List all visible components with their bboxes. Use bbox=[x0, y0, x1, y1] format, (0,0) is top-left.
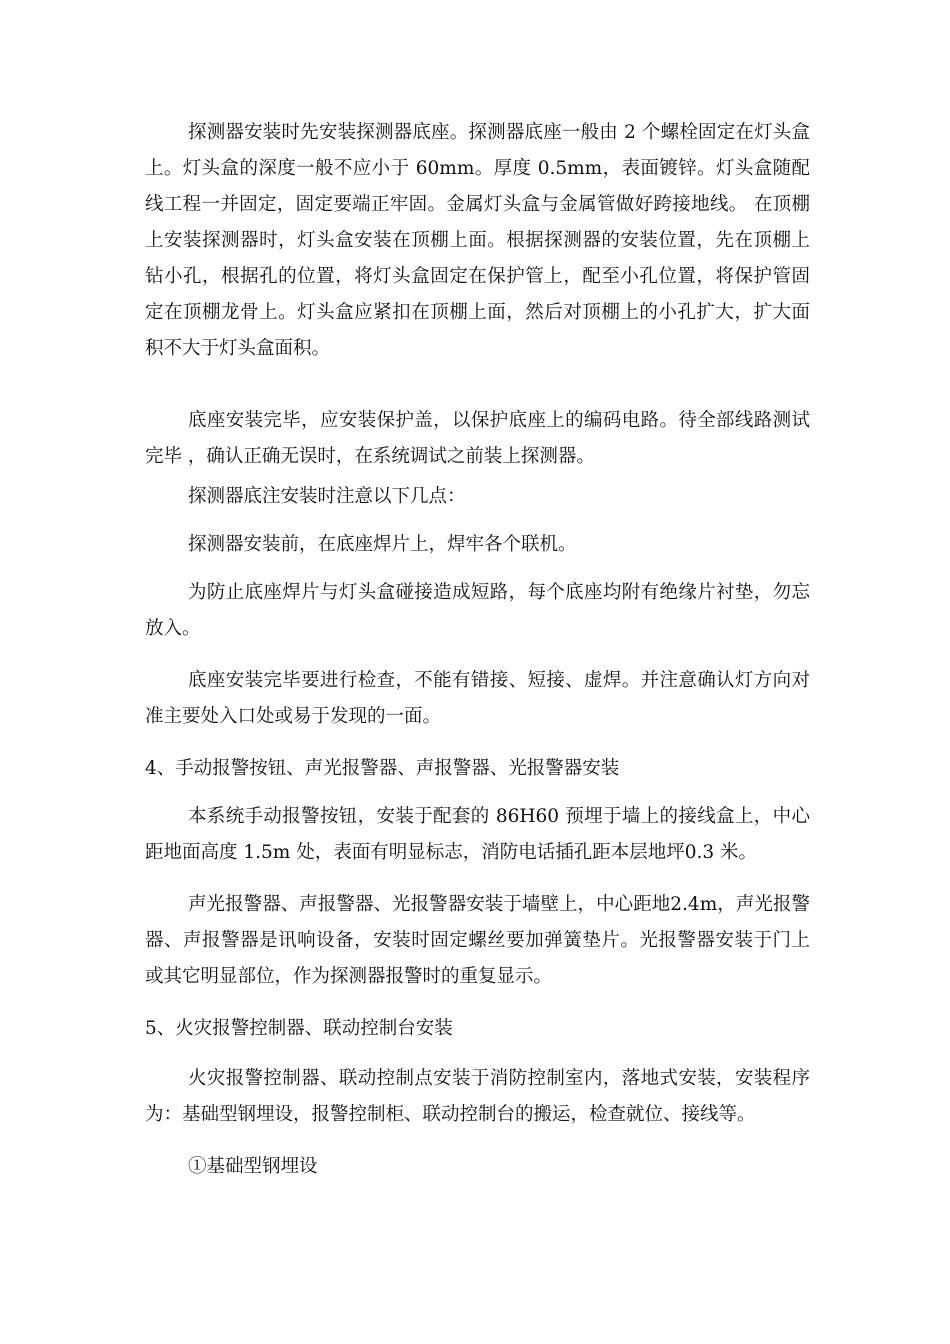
paragraph-soldering: 探测器安装前，在底座焊片上，焊牢各个联机。 bbox=[188, 534, 577, 555]
section-heading-4: 4、手动报警按钮、声光报警器、声报警器、光报警器安装 bbox=[145, 758, 620, 779]
paragraph-control-installation: 火灾报警控制器、联动控制点安装于消防控制室内，落地式安装，安装程序为：基础型钢埋设，报警控制柜、联动控制台的搬运，检查就位、接线等。 bbox=[145, 1068, 810, 1125]
paragraph-protective-cover: 底座安装完毕，应安装保护盖，以保护底座上的编码电路。待全部线路测试完毕 ，确认正确无误时，在系统调试之前装上探测器。 bbox=[145, 410, 810, 467]
paragraph-manual-alarm-button: 本系统手动报警按钮，安装于配套的 86H60 预埋于墙上的接线盒上，中心距地面高度 1.5m 处，表面有明显标志，消防电话插孔距本层地坪0.3 米。 bbox=[145, 806, 810, 863]
paragraph-notes-intro: 探测器底注安装时注意以下几点： bbox=[188, 486, 466, 507]
paragraph-inspection: 底座安装完毕要进行检查，不能有错接、短接、虚焊。并注意确认灯方向对准主要处入口处或易于发现的一面。 bbox=[145, 670, 810, 727]
paragraph-detector-base-installation: 探测器安装时先安装探测器底座。探测器底座一般由 2 个螺栓固定在灯头盒上。灯头盒的深度一般不应小于 60mm。厚度 0.5mm，表面镀锌。灯头盒随配线工程一并固定，固定要端正牢固。金属灯头盒与金属管做好跨接地线。 在顶棚上安装探测器时，灯头盒安装在顶棚上面。根据探测器的安装位置，先在顶棚上钻小孔，根据孔的位置，将灯头盒固定在保护管上，配至小孔位置，将保护管固定在顶棚龙骨上。灯头盒应紧扣在顶棚上面，然后对顶棚上的小孔扩大，扩大面积不大于灯头盒面积。 bbox=[145, 122, 810, 359]
paragraph-steel-base: ①基础型钢埋设 bbox=[188, 1156, 318, 1177]
section-heading-5: 5、火灾报警控制器、联动控制台安装 bbox=[145, 1018, 453, 1039]
paragraph-insulation-pad: 为防止底座焊片与灯头盒碰接造成短路，每个底座均附有绝缘片衬垫，勿忘放入。 bbox=[145, 582, 810, 639]
paragraph-alarm-devices: 声光报警器、声报警器、光报警器安装于墙壁上，中心距地2.4m，声光报警器、声报警器是讯响设备，安装时固定螺丝要加弹簧垫片。光报警器安装于门上或其它明显部位，作为探测器报警时的重复显示。 bbox=[145, 894, 810, 987]
